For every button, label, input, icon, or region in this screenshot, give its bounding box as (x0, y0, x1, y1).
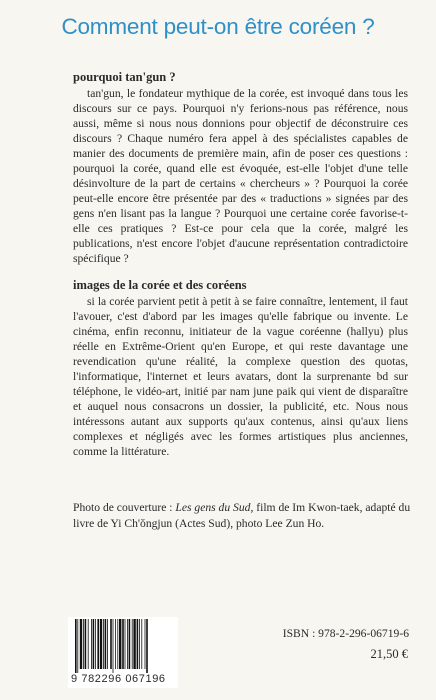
section-paragraph: tan'gun, le fondateur mythique de la corée, est invoqué dans tous les discours sur ce pays. Pourquoi n'y ferions-nous pas référence, nous aussi, même si nous nous donnions pour objectif de déconstruire ces discours ? Chaque numéro fera appel à des spécialistes capables de manier des documents de première main, afin de poser ces questions : pourquoi la corée, quand elle est évoquée, est-elle l'objet d'une telle désinvolture de la part de certains « chercheurs » ? Pourquoi la corée peut-elle encore être présentée par des « traductions » signées par des gens n'en lisant pas la langue ? Pourquoi une certaine corée favorise-t-elle ces pratiques ? Est-ce pour cela que la corée, malgré les publications, n'est encore l'objet d'aucune représentation contradictoire spécifique ? (73, 87, 408, 265)
price: 21,50 € (370, 647, 408, 661)
barcode-bar (115, 619, 116, 669)
barcode-number: 9 782296 067196 (71, 673, 166, 685)
barcode-bar (97, 619, 99, 669)
barcode-bars (75, 619, 173, 673)
barcode-bar (132, 619, 133, 669)
barcode-bar (137, 619, 139, 669)
section-heading: images de la corée et des coréens (73, 278, 247, 292)
barcode-bar (77, 619, 78, 673)
section-images (73, 278, 408, 459)
cover-photo-credit (73, 500, 412, 532)
barcode-bar (105, 619, 107, 669)
section-tangun (73, 70, 408, 266)
barcode-bar (107, 619, 108, 669)
barcode-bar (85, 619, 87, 669)
barcode-bar (127, 619, 128, 669)
credit-prefix: Photo de couverture : (73, 501, 176, 514)
barcode-bar (91, 619, 92, 669)
barcode (68, 617, 178, 688)
barcode-bar (133, 619, 135, 669)
barcode-bar (103, 619, 104, 669)
barcode-bar (125, 619, 126, 669)
section-paragraph: si la corée parvient petit à petit à se faire connaître, lentement, il faut l'avouer, c'est d'abord par les images qu'elle fabrique ou invente. Le cinéma, enfin reconnu, initiateur de la vague coréenne (hallyu) plus réelle en Extrême-Orient qu'en Europe, et qui reste davantage une revendication qu'une réalité, la complexe question des quotas, l'informatique, l'internet et leurs avatars, dont la surprenante bd sur téléphone, le vidéo-art, initié par nam june paik qui vient de disparaître et auquel nous consacrons un dossier, la publicité, etc. Nous nous intéressons autant aux supports qu'aux contenus, ainsi qu'aux liens complexes et négligés avec les formes artistiques plus anciennes, comme la littérature. (73, 295, 408, 458)
section-heading: pourquoi tan'gun ? (73, 70, 176, 84)
barcode-bar (80, 619, 82, 669)
cover-title: Comment peut-on être coréen ? (61, 14, 375, 39)
barcode-bar (129, 619, 131, 669)
barcode-bar (88, 619, 89, 669)
barcode-bar (117, 619, 118, 669)
credit-suffix: , film de Im Kwon-taek, adapté du livre de Yi Ch'ŏngjun (Actes Sud), photo Lee Zun Ho. (73, 501, 411, 530)
barcode-bar (93, 619, 95, 669)
barcode-bar (141, 619, 142, 669)
barcode-bar (83, 619, 84, 669)
barcode-bar (110, 619, 112, 669)
isbn: ISBN : 978-2-296-06719-6 (282, 627, 409, 640)
credit-film-title: Les gens du Sud (175, 501, 251, 514)
barcode-bar (113, 619, 114, 673)
barcode-bar (145, 619, 146, 669)
barcode-bar (75, 619, 77, 673)
barcode-bar (139, 619, 140, 669)
barcode-bar (146, 619, 148, 673)
barcode-bar (119, 619, 121, 669)
barcode-bar (122, 619, 124, 669)
barcode-bar (100, 619, 102, 669)
barcode-bar (95, 619, 96, 669)
